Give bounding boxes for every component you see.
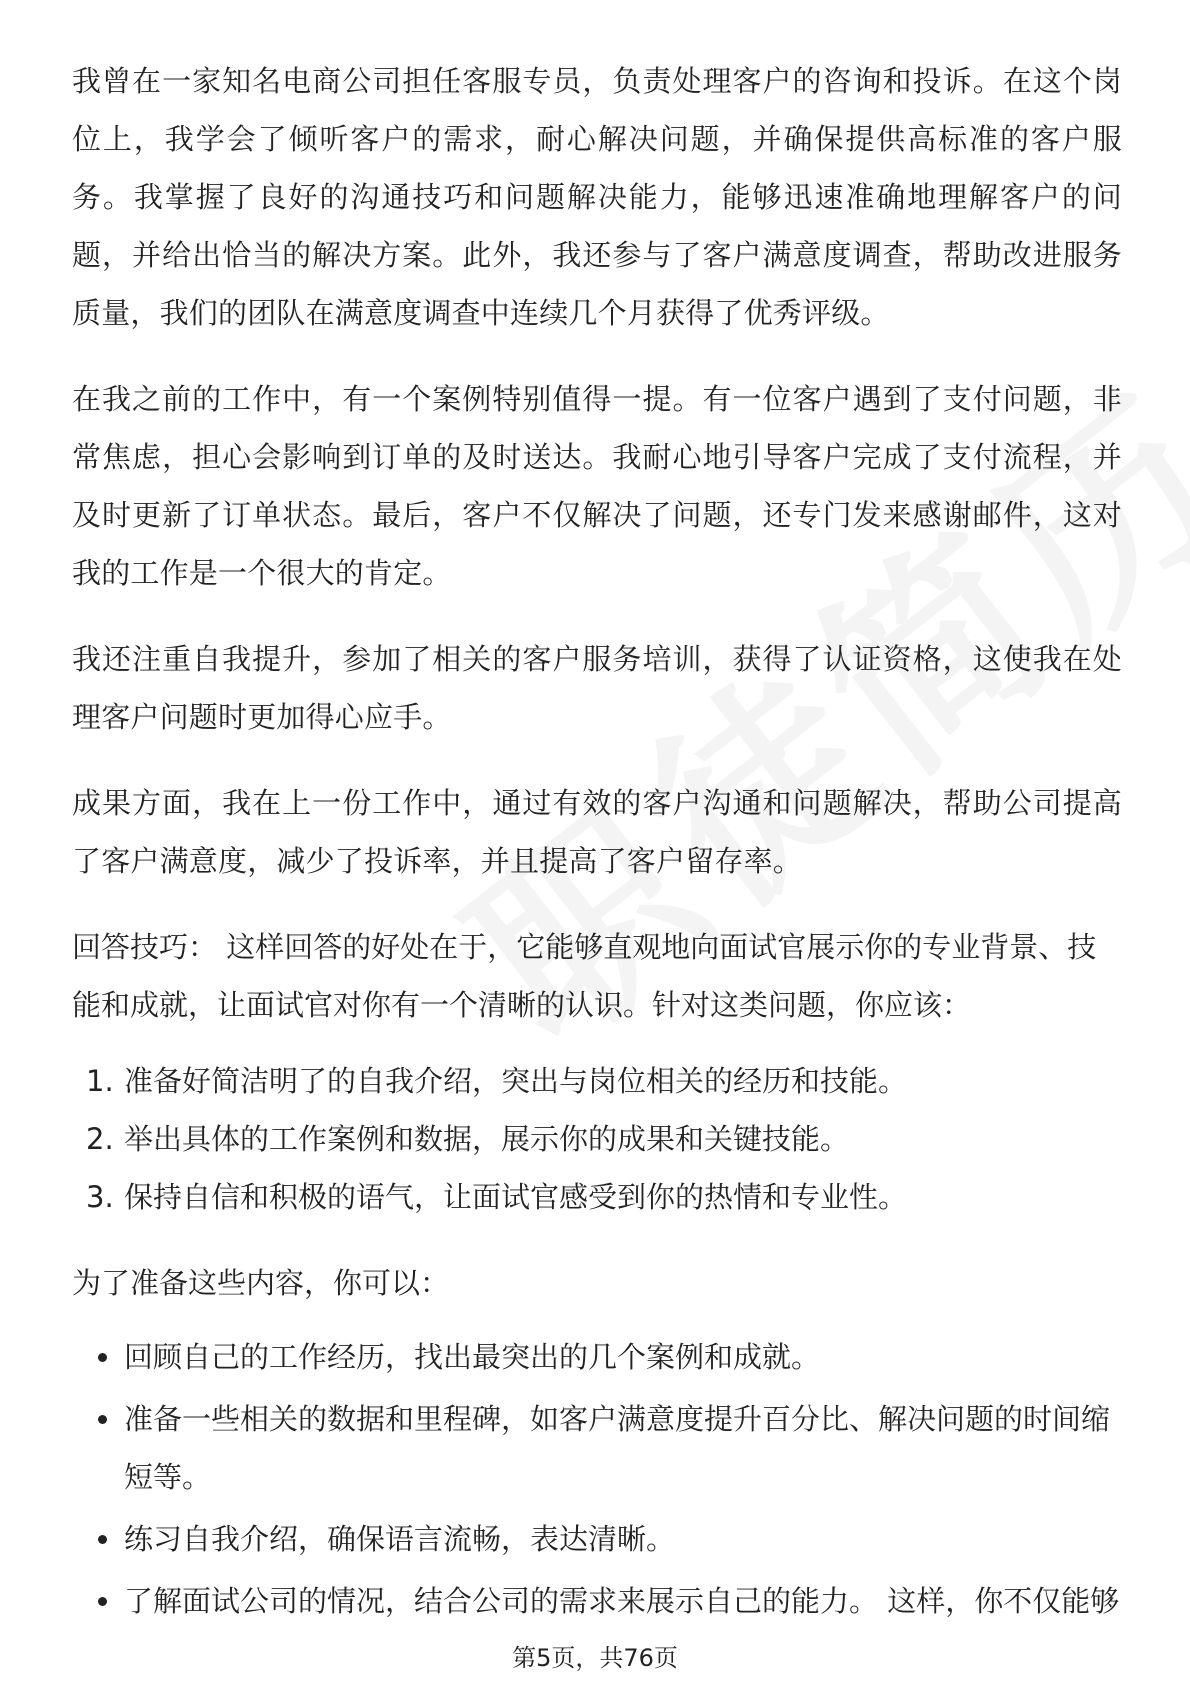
prepare-intro: 为了准备这些内容，你可以： [72, 1266, 450, 1300]
list-item [72, 1052, 1122, 1110]
paragraph-self-improvement: 我还注重自我提升，参加了相关的客户服务培训，获得了认证资格，这使我在处理客户问题时更加得心应手。 [72, 642, 1122, 734]
answer-tips: 回答技巧： 这样回答的好处在于，它能够直观地向面试官展示你的专业背景、技能和成就，让面试官对你有一个清晰的认识。针对这类问题，你应该： [72, 930, 1097, 1022]
bullet-icon [98, 1535, 107, 1544]
list-item-text: 练习自我介绍，确保语言流畅，表达清晰。 [124, 1522, 676, 1556]
list-item-text: 举出具体的工作案例和数据，展示你的成果和关键技能。 [124, 1122, 850, 1156]
page-number: 第5页，共76页 [512, 1644, 678, 1672]
list-item-text: 了解面试公司的情况，结合公司的需求来展示自己的能力。 这样，你不仅能够 [124, 1584, 1120, 1618]
document-body [72, 52, 1122, 1634]
list-item-text: 准备好简洁明了的自我介绍，突出与岗位相关的经历和技能。 [124, 1064, 908, 1098]
list-item [72, 1390, 1122, 1506]
list-item [72, 1110, 1122, 1168]
list-number: 3. [86, 1180, 114, 1214]
paragraph-results: 成果方面，我在上一份工作中，通过有效的客户沟通和问题解决，帮助公司提高了客户满意度，减少了投诉率，并且提高了客户留存率。 [72, 786, 1122, 878]
list-item [72, 1328, 1122, 1386]
list-number: 1. [86, 1064, 114, 1098]
list-number: 2. [86, 1122, 114, 1156]
bullet-icon [98, 1353, 107, 1362]
paragraph-case: 在我之前的工作中，有一个案例特别值得一提。有一位客户遇到了支付问题，非常焦虑，担心会影响到订单的及时送达。我耐心地引导客户完成了支付流程，并及时更新了订单状态。最后，客户不仅解决了问题，还专门发来感谢邮件，这对我的工作是一个很大的肯定。 [72, 382, 1122, 590]
bullet-icon [98, 1415, 107, 1424]
list-item [72, 1572, 1122, 1630]
list-item-text: 回顾自己的工作经历，找出最突出的几个案例和成就。 [124, 1340, 821, 1374]
list-item-text: 保持自信和积极的语气，让面试官感受到你的热情和专业性。 [124, 1180, 908, 1214]
list-item-text: 准备一些相关的数据和里程碑，如客户满意度提升百分比、解决问题的时间缩短等。 [124, 1402, 1111, 1494]
prepare-bullet-list [72, 1328, 1122, 1630]
list-item [72, 1168, 1122, 1226]
paragraph-experience: 我曾在一家知名电商公司担任客服专员，负责处理客户的咨询和投诉。在这个岗位上，我学会了倾听客户的需求，耐心解决问题，并确保提供高标准的客户服务。我掌握了良好的沟通技巧和问题解决能力，能够迅速准确地理解客户的问题，并给出恰当的解决方案。此外，我还参与了客户满意度调查，帮助改进服务质量，我们的团队在满意度调查中连续几个月获得了优秀评级。 [72, 64, 1122, 330]
list-item [72, 1510, 1122, 1568]
bullet-icon [98, 1597, 107, 1606]
tips-numbered-list [72, 1052, 1122, 1226]
